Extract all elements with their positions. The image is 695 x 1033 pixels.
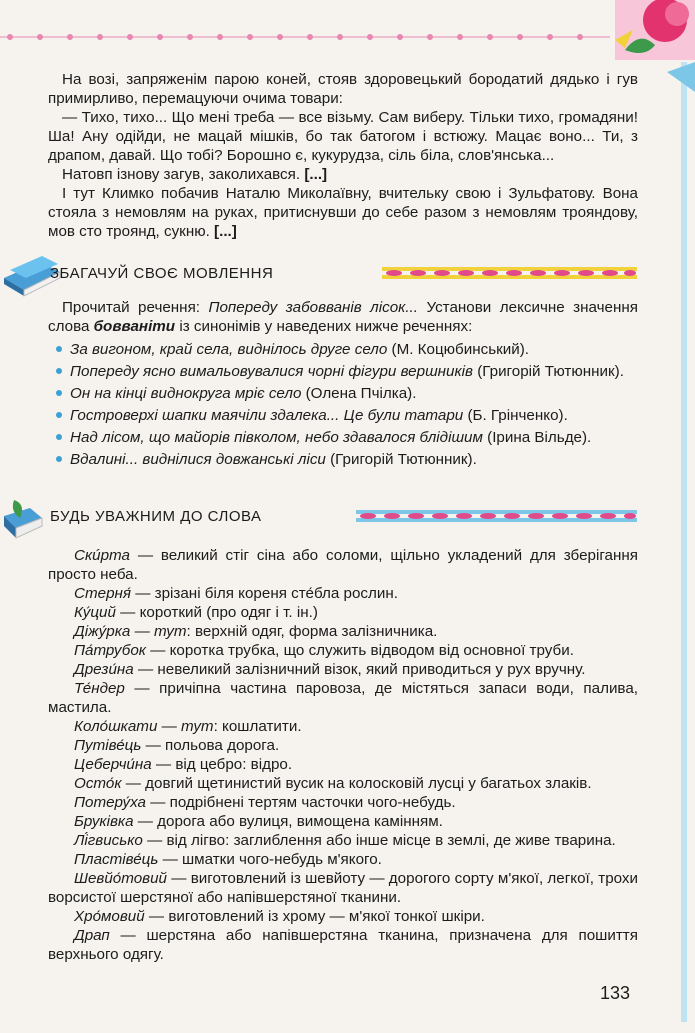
list-item (56, 450, 636, 469)
glossary-list (48, 546, 638, 964)
glossary-entry (48, 717, 638, 736)
section-title-attentive-to-word: БУДЬ УВАЖНИМ ДО СЛОВА (50, 508, 262, 525)
list-item-author: (Григорій Тютюнник). (477, 363, 624, 380)
list-item-text: Попереду ясно вимальовувалися чорні фігури вершників (70, 363, 473, 380)
glossary-definition: — коротка трубка, що служить відводом від основної труби. (145, 642, 574, 659)
glossary-entry (48, 584, 638, 603)
glossary-term: Стерня́ (74, 585, 131, 602)
glossary-definition: — шматки чого-небудь м'якого. (158, 851, 382, 868)
task-quote: Попереду забовванів лісок... (208, 299, 418, 316)
list-item (56, 362, 636, 381)
glossary-term: Осто́к (74, 775, 122, 792)
glossary-definition: — подрібнені тертям часточки чого-небудь. (145, 794, 456, 811)
glossary-term: Дрези́на (74, 661, 134, 678)
glossary-term: Потеру́ха (74, 794, 146, 811)
list-item-author: (Б. Грінченко). (467, 407, 568, 424)
glossary-entry (48, 679, 638, 717)
corner-flower-decoration (615, 0, 695, 60)
glossary-term: Те́ндер (74, 680, 125, 697)
glossary-term: Хро́мовий (74, 908, 145, 925)
glossary-term: Па́трубок (74, 642, 146, 659)
glossary-term: Цеберчи́на (74, 756, 152, 773)
glossary-term: Ку́ций (74, 604, 116, 621)
story-paragraph-3-text: Натовп ізнову загув, заколихався. (62, 166, 301, 183)
glossary-entry (48, 660, 638, 679)
glossary-definition: — довгий щетинистий вусик на колосковій лусці у багатьох злаків. (121, 775, 592, 792)
list-item-text: За вигоном, край села, виднілось друге село (70, 341, 388, 358)
list-item (56, 384, 636, 403)
list-item (56, 406, 636, 425)
glossary-definition: — короткий (про одяг і т. ін.) (115, 604, 318, 621)
glossary-term: Коло́шкати — тут (74, 718, 214, 735)
glossary-entry (48, 850, 638, 869)
section-title-ornament-1 (382, 267, 637, 279)
story-paragraph-2: — Тихо, тихо... Що мені треба — все візьму. Сам виберу. Тільки тихо, громадяни! Ша! Ану одійди, не мацай мішків, бо так батогом і встюжу. Мацає воно... Ти, з драпом, давай. Що тобі? Борошно є, кукурудза, сіль біла, слов'янська... (48, 109, 638, 164)
glossary-entry (48, 755, 638, 774)
story-paragraph-1: На возі, запряженім парою коней, стояв здоровецький бородатий дядько і гув примирливо, перемацуючи очима товари: (48, 71, 638, 107)
omission-mark-2: [...] (214, 223, 237, 240)
list-item-text: Вдалині... виднілися довжанські ліси (70, 451, 326, 468)
glossary-term: Скúрта (74, 547, 130, 564)
list-item-author: (Ірина Вільде). (487, 429, 592, 446)
story-paragraph-4 (48, 184, 638, 241)
section-title-ornament-2 (356, 510, 637, 522)
example-sentences-list (56, 340, 636, 472)
glossary-entry (48, 622, 638, 641)
list-item (56, 340, 636, 359)
glossary-definition: — виготовлений із шевйоту — дорогого сорту м'якої, легкої, трохи ворсистої шерстяної або напівшерстяної тканини. (48, 870, 638, 906)
list-item-author: (Григорій Тютюнник). (330, 451, 477, 468)
glossary-term: Путіве́ць (74, 737, 142, 754)
glossary-entry (48, 831, 638, 850)
glossary-entry (48, 736, 638, 755)
omission-mark: [...] (304, 166, 328, 183)
list-item (56, 428, 636, 447)
glossary-term: Драп (74, 927, 110, 944)
glossary-definition: — невеликий залізничний візок, який приводиться у рух вручну. (133, 661, 586, 678)
task-text-pre: Прочитай речення: (62, 299, 209, 316)
glossary-entry (48, 603, 638, 622)
glossary-definition: : кошлатити. (213, 718, 302, 735)
glossary-definition: — від лігво: заглиблення або інше місце в землі, де живе тварина. (142, 832, 616, 849)
section-title-enrich-speech: ЗБАГАЧУЙ СВОЄ МОВЛЕННЯ (50, 265, 274, 282)
glossary-term: Пластіве́ць (74, 851, 159, 868)
list-item-text: Он на кінці виднокруга мріє село (70, 385, 302, 402)
glossary-definition: — причіпна частина паровоза, де містяться запаси води, палива, мастила. (48, 680, 638, 716)
page-number: 133 (600, 983, 631, 1003)
glossary-definition: — від цебро: відро. (151, 756, 293, 773)
task-text-post: із синонімів у наведених нижче реченнях: (175, 318, 473, 335)
section1-task (48, 298, 638, 336)
glossary-definition: : верхній одяг, форма залізничника. (186, 623, 438, 640)
glossary-term: Бруківка (74, 813, 134, 830)
glossary-term: Лі́гвисько (74, 832, 143, 849)
glossary-term: Діжу́рка — тут (74, 623, 187, 640)
list-item-author: (Олена Пчілка). (305, 385, 417, 402)
glossary-entry (48, 774, 638, 793)
list-item-text: Над лісом, що майорів півколом, небо здавалося блідішим (70, 429, 483, 446)
book-with-leaf-icon (0, 496, 46, 548)
story-paragraph-4-text: І тут Климко побачив Наталю Миколаївну, вчительку свою і Зульфатову. Вона стояла з немовлям на руках, притиснувши до себе разом з немовлям трояндову, мов сто троянд, сукню. (48, 185, 638, 240)
top-ornament-border (0, 30, 610, 44)
glossary-definition: — польова дорога. (141, 737, 280, 754)
task-text-mid: Установи лексичне значення слова (48, 299, 638, 335)
glossary-entry (48, 907, 638, 926)
glossary-entry (48, 812, 638, 831)
glossary-entry (48, 926, 638, 964)
task-word: бовваніти (93, 318, 176, 335)
right-edge-ribbon (667, 62, 695, 1022)
list-item-author: (М. Коцюбинський). (391, 341, 530, 358)
glossary-entry (48, 869, 638, 907)
glossary-term: Шевйо́товий (74, 870, 167, 887)
story-paragraph-3 (48, 165, 638, 184)
glossary-definition: — дорога або вулиця, вимощена камінням. (133, 813, 443, 830)
glossary-definition: — виготовлений із хрому — м'якої тонкої шкіри. (144, 908, 485, 925)
glossary-definition: — зрізані біля кореня сте́бла рослин. (130, 585, 398, 602)
glossary-definition: — великий стіг сіна або соломи, щільно укладений для зберігання просто неба. (48, 547, 638, 583)
glossary-definition: — шерстяна або напівшерстяна тканина, призначена для пошиття верхнього одягу. (48, 927, 638, 963)
glossary-entry (48, 793, 638, 812)
glossary-entry (48, 546, 638, 584)
glossary-entry (48, 641, 638, 660)
list-item-text: Гостроверхі шапки маячіли здалека... Це були татари (70, 407, 464, 424)
